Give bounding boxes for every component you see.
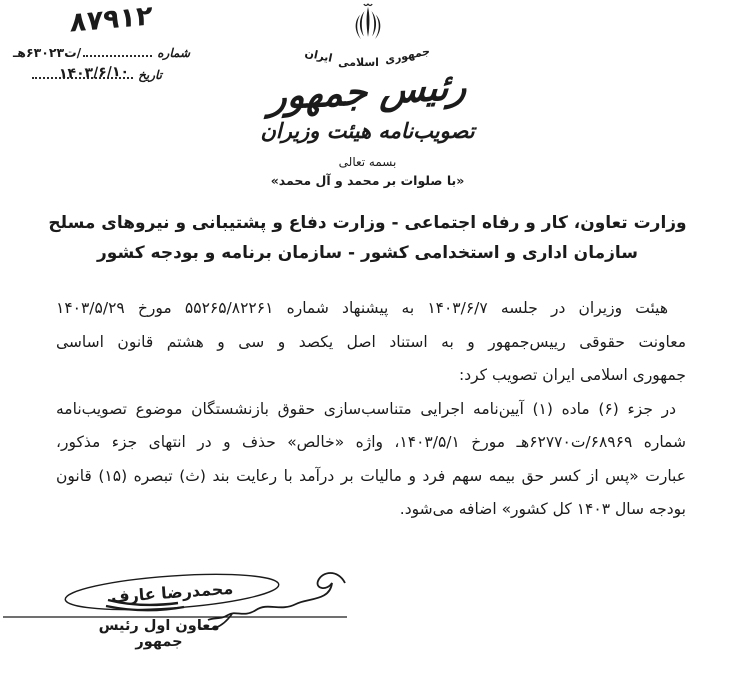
salutation-line: «با صلوات بر محمد و آل محمد» xyxy=(270,172,465,188)
republic-name-word: جمهوری xyxy=(383,43,432,67)
recipients-block xyxy=(0,208,735,268)
letterhead-center xyxy=(0,2,735,188)
body-line: بودجه سال ۱۴۰۳ کل کشور» اضافه می‌شود. xyxy=(399,500,686,518)
number-label: شماره xyxy=(157,46,190,60)
body-line: هیئت وزیران در جلسه ۱۴۰۳/۶/۷ به پیشنهاد شماره ۵۵۲۶۵/۸۲۲۶۱ مورخ ۱۴۰۳/۵/۲۹ xyxy=(56,299,668,317)
body-line: در جزء (۶) ماده (۱) آیین‌نامه اجرایی متناسب‌سازی حقوق بازنشستگان موضوع تصویب‌نامه xyxy=(56,399,677,418)
republic-name-word: اسلامی xyxy=(338,55,379,69)
handwritten-number: ۸۷۹۱۲ xyxy=(69,0,153,39)
handwritten-date: ۱۴۰۳/۶/۱۰ xyxy=(58,63,130,83)
document-type-title: تصویب‌نامه هیئت وزیران xyxy=(260,118,475,143)
body-line: جمهوری اسلامی ایران تصویب کرد: xyxy=(459,366,686,384)
recipients-line-2: سازمان اداری و استخدامی کشور - سازمان برنامه و بودجه کشور xyxy=(97,243,638,263)
signer-title: معاون اول رئیس جمهور xyxy=(98,618,220,650)
decree-body xyxy=(56,292,686,527)
date-label: تاریخ xyxy=(138,68,162,82)
number-value: /ت۶۳۰۲۳هـ xyxy=(13,45,82,60)
body-line: شماره ۶۸۹۶۹/ت۶۲۷۷۰هـ مورخ ۱۴۰۳/۵/۱، واژه «خالص» حذف و در انتهای جزء مذکور، xyxy=(56,433,686,451)
signer-name: محمدرضا عارف xyxy=(110,578,234,607)
recipients-line-1: وزارت تعاون، کار و رفاه اجتماعی - وزارت دفاع و پشتیبانی و نیروهای مسلح xyxy=(48,213,687,233)
bismillah-line: بسمه تعالی xyxy=(338,154,397,169)
office-title: رئیس جمهور xyxy=(267,64,468,119)
body-line: معاونت حقوقی رییس‌جمهور و به استناد اصل یکصد و سی و هشتم قانون اساسی xyxy=(56,332,686,351)
republic-name-word: ایران xyxy=(303,45,334,65)
iran-national-emblem-icon xyxy=(347,2,389,44)
body-line: عبارت «پس از کسر حق بیمه سهم فرد و مالیات بر درآمد با رعایت بند (ث) تبصره (۱۵) قانون xyxy=(56,466,686,485)
